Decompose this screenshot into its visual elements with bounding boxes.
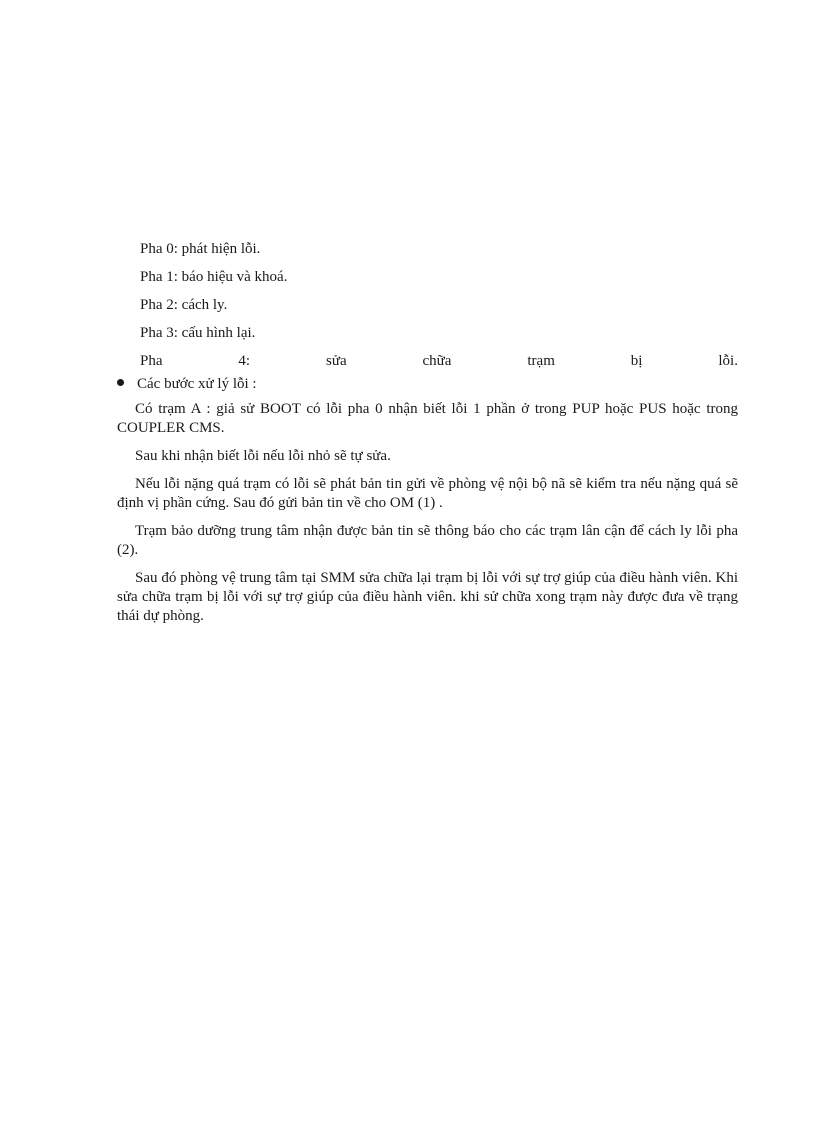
bullet-heading	[117, 375, 738, 394]
phase-4-word: lỗi.	[718, 353, 738, 369]
bullet-heading-text: Các bước xử lý lỗi :	[137, 376, 257, 392]
paragraph-3: Nếu lỗi nặng quá trạm có lỗi sẽ phát bản tin gửi về phòng vệ nội bộ nã sẽ kiểm tra nếu nặng quá sẽ định vị phần cứng. Sau đó gửi bản tin về cho OM (1) .	[117, 476, 738, 511]
paragraph-4: Trạm bảo dưỡng trung tâm nhận được bản tin sẽ thông báo cho các trạm lân cận để cách ly lỗi pha (2).	[117, 523, 738, 558]
phase-2-line: Pha 2: cách ly.	[140, 297, 228, 313]
phase-3-line: Pha 3: cấu hình lại.	[140, 325, 256, 341]
phase-4-word: 4:	[238, 353, 251, 369]
bullet-icon	[117, 379, 124, 386]
phase-4-word: sửa	[325, 353, 347, 369]
phase-4-word: bị	[630, 353, 643, 369]
phase-4-line	[117, 352, 738, 371]
paragraph-5: Sau đó phòng vệ trung tâm tại SMM sửa chữa lại trạm bị lỗi với sự trợ giúp của điều hành viên. Khi sửa chữa trạm bị lỗi với sự trợ giúp của điều hành viên. khi sử chữa xong trạm này được đưa về trạng thái dự phòng.	[117, 570, 738, 624]
phase-4-word: chữa	[422, 353, 452, 369]
paragraph-1: Có trạm A : giả sử BOOT có lỗi pha 0 nhận biết lỗi 1 phần ở trong PUP hoặc PUS hoặc trong COUPLER CMS.	[117, 401, 738, 436]
phase-4-word: trạm	[527, 353, 555, 369]
phase-0-line: Pha 0: phát hiện lỗi.	[140, 241, 261, 257]
document-body	[117, 240, 738, 626]
phase-4-word: Pha	[140, 353, 163, 369]
phase-1-line: Pha 1: báo hiệu và khoá.	[140, 269, 288, 285]
paragraph-2: Sau khi nhận biết lỗi nếu lỗi nhỏ sẽ tự sửa.	[135, 448, 391, 464]
